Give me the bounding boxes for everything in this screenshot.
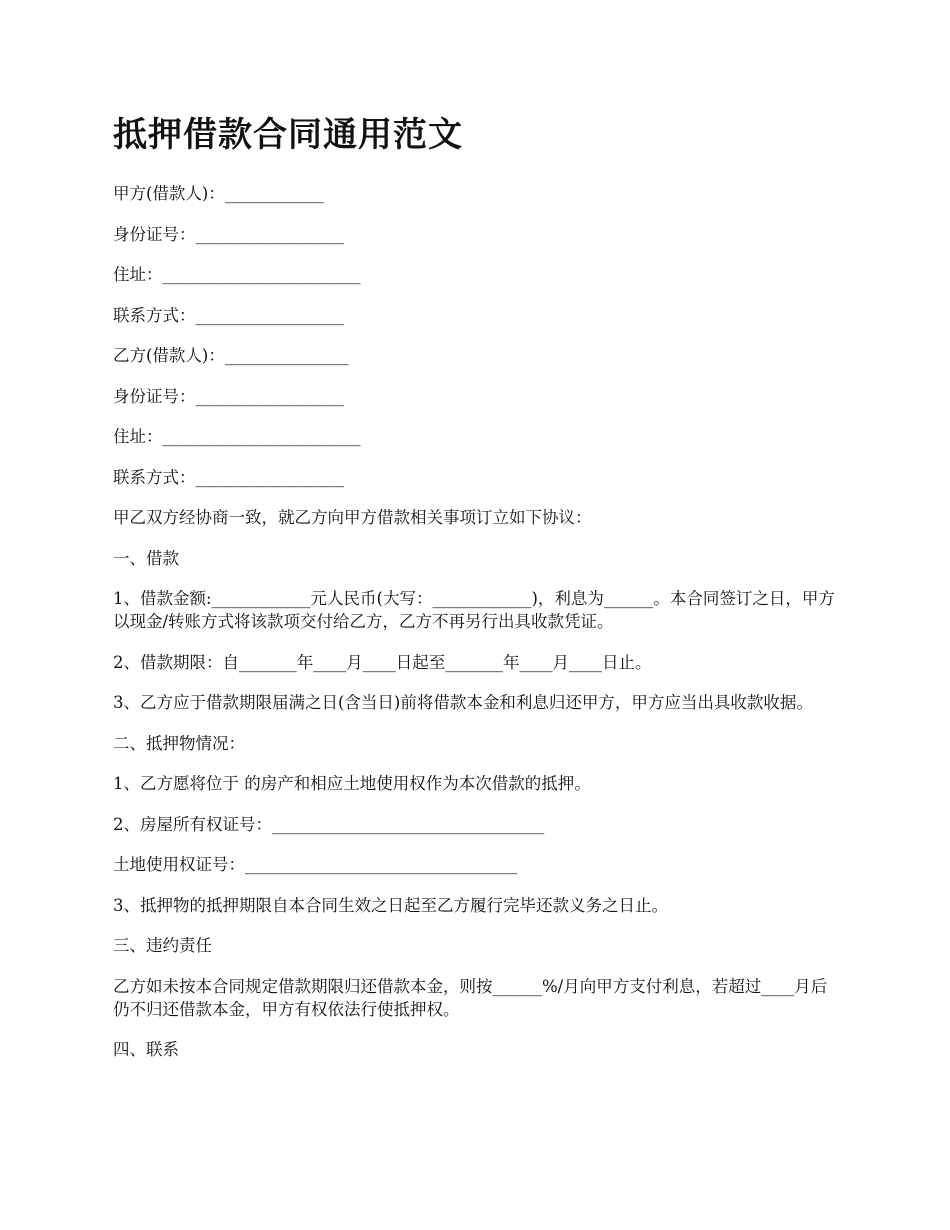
agreement-intro: 甲乙双方经协商一致，就乙方向甲方借款相关事项订立如下协议： xyxy=(113,508,592,527)
party-b-address-line: 住址：________________________ xyxy=(113,427,361,446)
clause-house-certificate: 2、房屋所有权证号：_________________________________ xyxy=(113,814,545,834)
party-a-id-line: 身份证号：__________________ xyxy=(113,224,344,244)
party-a-address-line: 住址：________________________ xyxy=(113,265,361,284)
party-a-line: 甲方(借款人)：____________ xyxy=(113,184,324,203)
clause-repayment: 3、乙方应于借款期限届满之日(含当日)前将借款本金和利息归还甲方，甲方应当出具收款收据。 xyxy=(113,693,813,712)
clause-breach-liability: 乙方如未按本合同规定借款期限归还借款本金，则按______%/月向甲方支付利息，若超过____月后仍不归还借款本金，甲方有权依法行使抵押权。 xyxy=(113,976,828,1019)
clause-loan-amount: 1、借款金额:____________元人民币(大写：____________)，利息为______。本合同签订之日，甲方以现金/转账方式将该款项交付给乙方，乙方不再另行出具收款凭证。 xyxy=(113,589,835,631)
party-b-contact-line: 联系方式：__________________ xyxy=(113,467,344,487)
clause-loan-term: 2、借款期限：自_______年____月____日起至_______年____月____日止。 xyxy=(113,652,652,672)
party-a-contact-line: 联系方式：__________________ xyxy=(113,305,344,325)
clause-collateral-property: 1、乙方愿将位于 的房产和相应土地使用权作为本次借款的抵押。 xyxy=(113,774,591,793)
section-heading-loan: 一、借款 xyxy=(113,548,179,568)
clause-collateral-term: 3、抵押物的抵押期限自本合同生效之日起至乙方履行完毕还款义务之日止。 xyxy=(113,895,668,915)
document-body xyxy=(113,110,838,1079)
clause-land-certificate: 土地使用权证号：_________________________________ xyxy=(113,855,518,874)
document-title: 抵押借款合同通用范文 xyxy=(113,115,463,155)
section-heading-contact: 四、联系 xyxy=(113,1040,179,1059)
party-b-line: 乙方(借款人)：_______________ xyxy=(113,346,349,365)
section-heading-breach: 三、违约责任 xyxy=(113,936,212,955)
party-b-id-line: 身份证号：__________________ xyxy=(113,386,344,406)
section-heading-collateral: 二、抵押物情况： xyxy=(113,733,245,753)
